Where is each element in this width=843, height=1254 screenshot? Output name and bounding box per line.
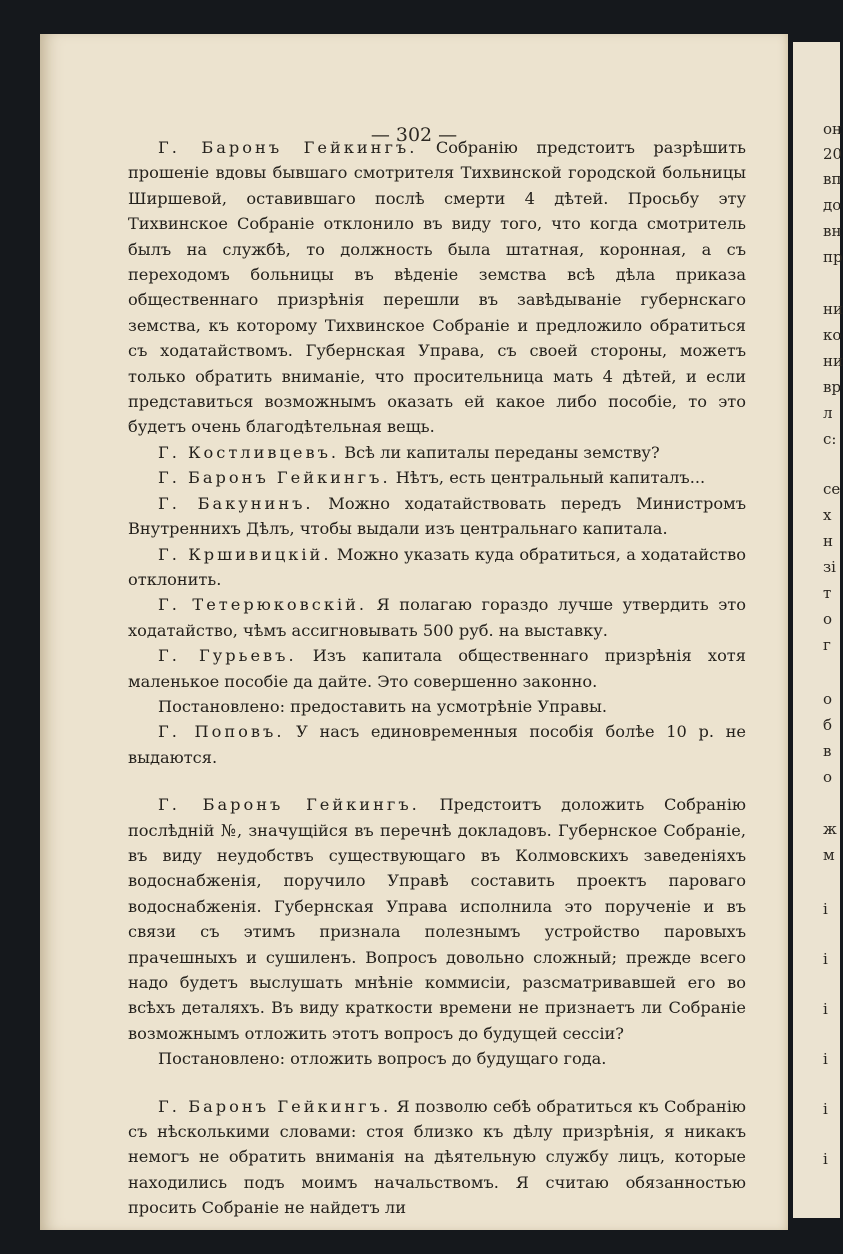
page-number: — 302 — — [370, 124, 458, 146]
facing-page-fragment: х — [823, 506, 832, 524]
paragraph — [128, 465, 746, 490]
speaker: Г. Баронъ Гейкингъ. — [158, 138, 418, 157]
resolution — [128, 694, 746, 719]
facing-page — [793, 42, 843, 1218]
facing-page-fragment: с: — [823, 430, 837, 448]
facing-page-fragment: т — [823, 584, 832, 602]
facing-page-fragment: до — [823, 196, 842, 214]
speaker: Г. Баронъ Гейкингъ. — [158, 1096, 392, 1116]
facing-page-fragment: і — [823, 1100, 828, 1118]
paragraph — [128, 592, 746, 643]
speech: У насъ единовременныя пособія болѣе 10 р. не выдаются. — [128, 722, 746, 767]
facing-page-fragment: і — [823, 1050, 828, 1068]
speech: Я позволю себѣ обратиться къ Собранію съ нѣсколькими словами: стоя близко къ дѣлу призрѣнія, я никакъ немогъ не обратить вниманія на дѣятельную службу лицъ, которые находились подъ моимъ начальствомъ. Я считаю обязанностью просить Собраніе не найдетъ ли — [128, 1096, 746, 1218]
facing-page-fragment: і — [823, 950, 828, 968]
paragraph — [128, 719, 746, 770]
facing-page-fragment: 20 — [823, 145, 843, 163]
speaker: Г. Баронъ Гейкингъ. — [158, 795, 420, 815]
facing-page-fragment: он — [823, 120, 843, 138]
facing-page-fragment: ни — [823, 300, 843, 318]
resolution-text: Постановлено: отложить вопросъ до будущаго года. — [158, 1049, 607, 1069]
speaker: Г. Бакунинъ. — [158, 493, 314, 513]
speech: Можно указать куда обратиться, а ходатайство отклонить. — [128, 544, 746, 589]
facing-page-fragment: о — [823, 690, 833, 708]
paragraph — [128, 542, 746, 593]
facing-page-fragment: л — [823, 404, 833, 422]
facing-page-fragment: пр — [823, 248, 843, 266]
speech: Всѣ ли капиталы переданы земству? — [344, 442, 660, 462]
page-text — [128, 135, 746, 1221]
facing-page-fragment: ж — [823, 820, 837, 838]
facing-page-fragment: вп — [823, 170, 842, 188]
facing-page-fragment: н — [823, 532, 833, 550]
section-gap — [128, 770, 746, 792]
facing-page-fragment: в — [823, 742, 832, 760]
speech: Изъ капитала общественнаго призрѣнія хотя маленькое пособіе да дайте. Это совершенно законно. — [128, 646, 746, 691]
facing-page-fragment: ко — [823, 326, 842, 344]
speaker: Г. Гурьевъ. — [158, 646, 297, 666]
facing-page-fragment: о — [823, 768, 833, 786]
facing-page-fragment: зі — [823, 558, 836, 576]
speech: Предстоитъ доложить Собранію послѣдній №, значущійся въ перечнѣ докладовъ. Губернское Собраніе, въ виду неудобствъ существующаго въ Колмовскихъ заведеніяхъ водоснабженія, поручило Управѣ составить проектъ пароваго водоснабженія. Губернская Управа исполнила это порученіе и въ связи съ этимъ признала полезнымъ устройство паровыхъ прачешныхъ и сушиленъ. Вопросъ довольно сложный; прежде всего надо будетъ выслушать мнѣніе коммисіи, разсматривавшей его во всѣхъ деталяхъ. Въ виду краткости времени не признаетъ ли Собраніе возможнымъ отложить этотъ вопросъ до будущей сессіи? — [128, 795, 746, 1043]
facing-page-fragment: се — [823, 480, 841, 498]
speaker: Г. Костливцевъ. — [158, 442, 340, 462]
facing-page-fragment: б — [823, 716, 833, 734]
speech: Собранію предстоитъ разрѣшить прошеніе вдовы бывшаго смотрителя Тихвинской городской больницы Ширшевой, оставившаго послѣ смерти 4 дѣтей. Просьбу эту Тихвинское Собраніе отклонило въ виду того, что когда смотритель былъ на службѣ, то должность была штатная, коронная, а съ переходомъ больницы въ вѣденіе земства всѣ дѣла приказа общественнаго призрѣнія перешли въ завѣдываніе губернскаго земства, къ которому Тихвинское Собраніе и предложило обратиться съ ходатайствомъ. Губернская Управа, съ своей стороны, можетъ только обратить вниманіе, что просительница мать 4 дѣтей, и если представиться возможнымъ оказать ей какое либо пособіе, то это будетъ очень благодѣтельная вещь. — [128, 138, 746, 437]
speech: Нѣтъ, есть центральный капиталъ... — [395, 468, 706, 488]
speech: Я полагаю гораздо лучше утвердить это ходатайство, чѣмъ ассигновывать 500 руб. на выставку. — [128, 595, 746, 640]
speaker: Г. Кршивицкій. — [158, 544, 332, 564]
paragraph — [128, 792, 746, 1046]
paragraph — [128, 491, 746, 542]
resolution — [128, 1046, 746, 1071]
facing-page-fragment: м — [823, 846, 835, 864]
resolution-text: Постановлено: предоставить на усмотрѣніе Управы. — [158, 696, 608, 716]
paragraph — [128, 1094, 746, 1221]
facing-page-fragment: ни — [823, 352, 843, 370]
facing-page-fragment: і — [823, 1000, 828, 1018]
facing-page-fragment: вр — [823, 378, 842, 396]
facing-page-fragment: і — [823, 1150, 828, 1168]
paragraph — [128, 440, 746, 465]
facing-page-fragment: і — [823, 900, 828, 918]
speaker: Г. Тетерюковскій. — [158, 595, 368, 615]
section-gap — [128, 1072, 746, 1094]
facing-page-fragment: вн — [823, 222, 842, 240]
speaker: Г. Поповъ. — [158, 722, 285, 742]
paragraph — [128, 135, 746, 440]
speech: Можно ходатайствовать передъ Министромъ Внутреннихъ Дѣлъ, чтобы выдали изъ центральнаго капитала. — [128, 493, 746, 539]
speaker: Г. Баронъ Гейкингъ. — [158, 468, 391, 488]
facing-page-fragment: г — [823, 636, 831, 654]
paragraph — [128, 643, 746, 694]
facing-page-fragment: о — [823, 610, 833, 628]
